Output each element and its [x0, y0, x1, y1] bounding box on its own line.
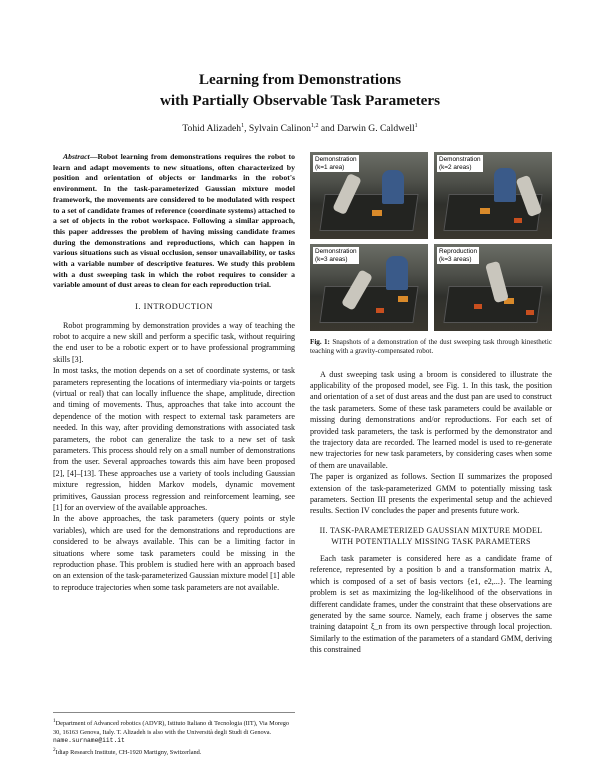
abstract-text: Robot learning from demonstrations requires the robot to learn and adapt movements to new situations, often characterized by position and orientation of objects or landmarks in the robot's environment. In the task-parameterized Gaussian mixture model framework, the movements are considered to be modulated with respect to a set of candidate frames of reference (coordinate systems) attached to a set of objects in the robot workspace. Following a similar approach, this paper addresses the problem of having missing candidate frames during the demonstrations and reproductions, which can happen in various situations such as visual occlusion, sensor unavailability, or tasks with a variable number of descriptive features. We study this problem with a dust sweeping task in which the robot requires to consider a variable amount of dust areas to clean for each reproduction trial.	[53, 152, 295, 290]
abstract	[53, 152, 295, 291]
right-paragraph-2: The paper is organized as follows. Section II summarizes the proposed extension of the task-parameterized GMM to potentially missing task parameters. Section III presents the experimental setup and the achieved results. Section IV concludes the paper and presents future work.	[310, 472, 552, 516]
section-2-paragraph-1: Each task parameter is considered here as a candidate frame of reference, represented by a position b and a transformation matrix A, which is composed of a set of basis vectors {e1, e2,...}. The learning problem is set as maximizing the log-likelihood of the observations in different candidate frames, under the constraint that these observations are generated by the same source. Namely, each frame j observes the same training datapoint ξ_n from its own perspective through local projection. Similarly to the estimation of the parameters of a standard GMM, deriving this constrained	[310, 553, 552, 655]
footnotes	[53, 712, 295, 758]
intro-paragraph-3: In the above approaches, the task parameters (query points or style variables), which are used for the demonstrations and reproductions are considered to be always available. This can be a limiting factor in situations where some task parameters could be missing in the reproduction phase. This problem is studied here with an approach based on an extension of the task-parameterized Gaussian mixture model [1] able to reproduce trajectories when some task parameters are not available.	[53, 514, 295, 592]
footnote-2-text: Idiap Research Institute, CH-1920 Martigny, Switzerland.	[55, 748, 202, 756]
figure-panel-3	[310, 244, 428, 331]
footnote-2-mark: 2	[53, 746, 56, 753]
figure-panel-4	[434, 244, 552, 331]
right-paragraph-1: A dust sweeping task using a broom is considered to illustrate the applicability of the proposed model, see Fig. 1. In this task, the position and orientation of a set of dust areas and the dust pan are used to construct the task parameters. Some of these task parameters could be available or missing during demonstrations and/or reproductions. For each set of provided task parameters, the task is performed by the demonstrator and the trajectory data are recorded. The learned model is used to re-generate new trajectories for new task parameters, by considering cases when some of them are unavailable.	[310, 369, 552, 470]
panel-4-label: Reproduction (k=3 areas)	[439, 248, 478, 263]
footnote-2	[53, 746, 295, 758]
footnote-1-mark: 1	[53, 718, 56, 724]
author-2: Sylvain Calinon	[248, 123, 311, 135]
right-column	[310, 152, 552, 656]
intro-paragraph-2: In most tasks, the motion depends on a set of coordinate systems, or task parameters representing the locations of intermediary via-points or targets (virtual or real) that can locally influence the shape, amplitude, direction and timing of movements. Thus, approaches that take into account the dependence of the motion with respect to external task parameters are needed. In this way, after providing demonstrations with associated task parameters, the robot can generalize the task to a new set of task parameters. This process should rely on a small number of demonstrations from the user. Several approaches towards this aim have been proposed [2], [4]–[13]. These approaches use a variety of tools including Gaussian mixture regression, hidden Markov models, dynamic movement primitives, Gaussian process regression and reinforcement learning, see [1] for an overview of the available approaches.	[53, 366, 295, 513]
title-line-1: Learning from Demonstrations	[198, 71, 402, 88]
author-sep-1: ,	[244, 123, 249, 135]
author-sep-2: and	[318, 123, 338, 135]
left-column	[53, 152, 295, 593]
paper-title	[60, 69, 540, 111]
panel-2-label: Demonstration (k=2 areas)	[439, 156, 481, 171]
intro-paragraph-1: Robot programming by demonstration provides a way of teaching the robot to acquire a new skill and perform a specific task, without requiring the end user to be a robotic expert or to have professional programming skills [3].	[53, 320, 295, 364]
panel-3-label: Demonstration (k=3 areas)	[315, 248, 357, 263]
caption-text: Snapshots of a demonstration of the dust sweeping task through kinesthetic teaching with a gravity-compensated robot.	[310, 338, 552, 356]
footnote-1-text: Department of Advanced robotics (ADVR), Istituto Italiano di Tecnologia (IIT), Via Morego 30, 16163 Genova, Italy. T. Alizadeh is also with the Università degli Studi di Genova.	[53, 720, 290, 736]
figure-1-caption	[310, 338, 552, 357]
abstract-label: Abstract	[63, 152, 90, 161]
section-2-heading-line-2: WITH POTENTIALLY MISSING TASK PARAMETERS	[331, 536, 531, 546]
figure-1	[310, 152, 552, 332]
author-3-affil: 1	[414, 123, 418, 129]
author-1: Tohid Alizadeh	[182, 123, 242, 135]
author-2-affil: 1,2	[310, 123, 319, 129]
caption-label: Fig. 1:	[310, 338, 330, 346]
title-line-2: with Partially Observable Task Parameters	[159, 92, 441, 109]
panel-1-label: Demonstration (k=1 area)	[315, 156, 357, 171]
author-list	[60, 123, 540, 134]
figure-panel-2	[434, 152, 552, 239]
author-3: Darwin G. Caldwell	[337, 123, 415, 135]
abstract-dash: —	[89, 152, 98, 161]
figure-panel-1	[310, 152, 428, 239]
section-2-heading	[310, 525, 552, 547]
footnote-1	[53, 717, 295, 746]
section-1-heading: I. INTRODUCTION	[135, 302, 213, 312]
section-2-heading-line-1: II. TASK-PARAMETERIZED GAUSSIAN MIXTURE MODEL	[319, 525, 543, 535]
author-1-affil: 1	[241, 123, 245, 129]
footnote-1-email: name.surname@iit.it	[53, 737, 125, 745]
